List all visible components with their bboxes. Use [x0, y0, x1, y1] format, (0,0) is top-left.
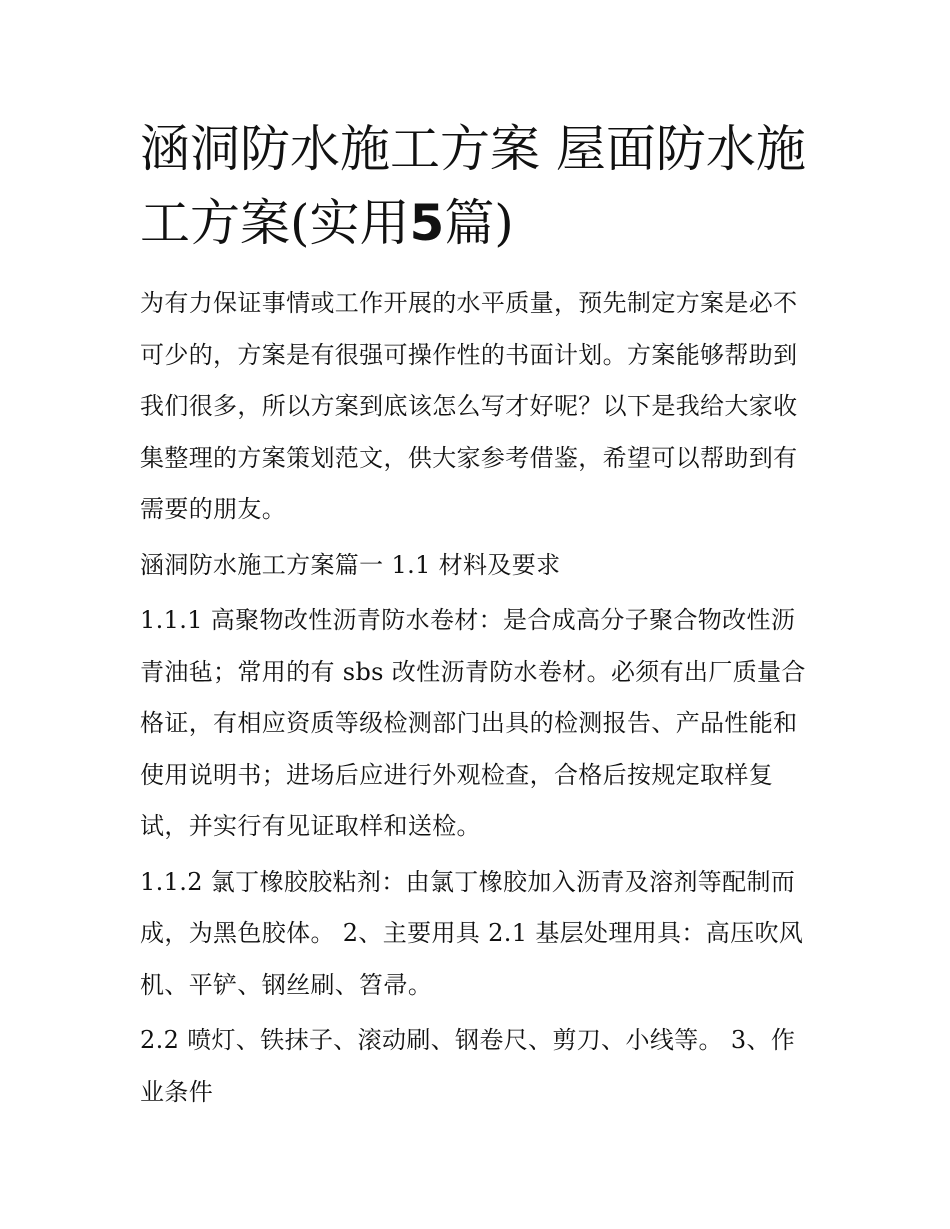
title-number: 5 — [409, 194, 445, 252]
document-body — [140, 112, 815, 1118]
title-suffix: 篇) — [444, 194, 514, 252]
title-text: 涵洞防水施工方案 屋面防水施工方案(实用 — [140, 120, 806, 252]
paragraph-adhesive-tools: 1.1.2 氯丁橡胶胶粘剂：由氯丁橡胶加入沥青及溶剂等配制而成，为黑色胶体。 2、主要用具 2.1 基层处理用具：高压吹风机、平铲、钢丝刷、笤帚。 — [140, 867, 804, 999]
document-title — [140, 112, 815, 260]
paragraph-material-membrane: 1.1.1 高聚物改性沥青防水卷材：是合成高分子聚合物改性沥青油毡；常用的有 sbs 改性沥青防水卷材。必须有出厂质量合格证，有相应资质等级检测部门出具的检测报告、产品性能和使用说明书；进场后应进行外观检查，合格后按规定取样复试，并实行有见证取样和送检。 — [140, 606, 806, 840]
section-heading: 涵洞防水施工方案篇一 1.1 材料及要求 — [140, 550, 561, 579]
paragraph-tools-conditions: 2.2 喷灯、铁抹子、滚动刷、钢卷尺、剪刀、小线等。 3、作业条件 — [140, 1026, 796, 1106]
intro-paragraph: 为有力保证事情或工作开展的水平质量，预先制定方案是必不可少的，方案是有很强可操作性的书面计划。方案能够帮助到我们很多，所以方案到底该怎么写才好呢？以下是我给大家收集整理的方案策划范文，供大家参考借鉴，希望可以帮助到有需要的朋友。 — [140, 289, 798, 523]
